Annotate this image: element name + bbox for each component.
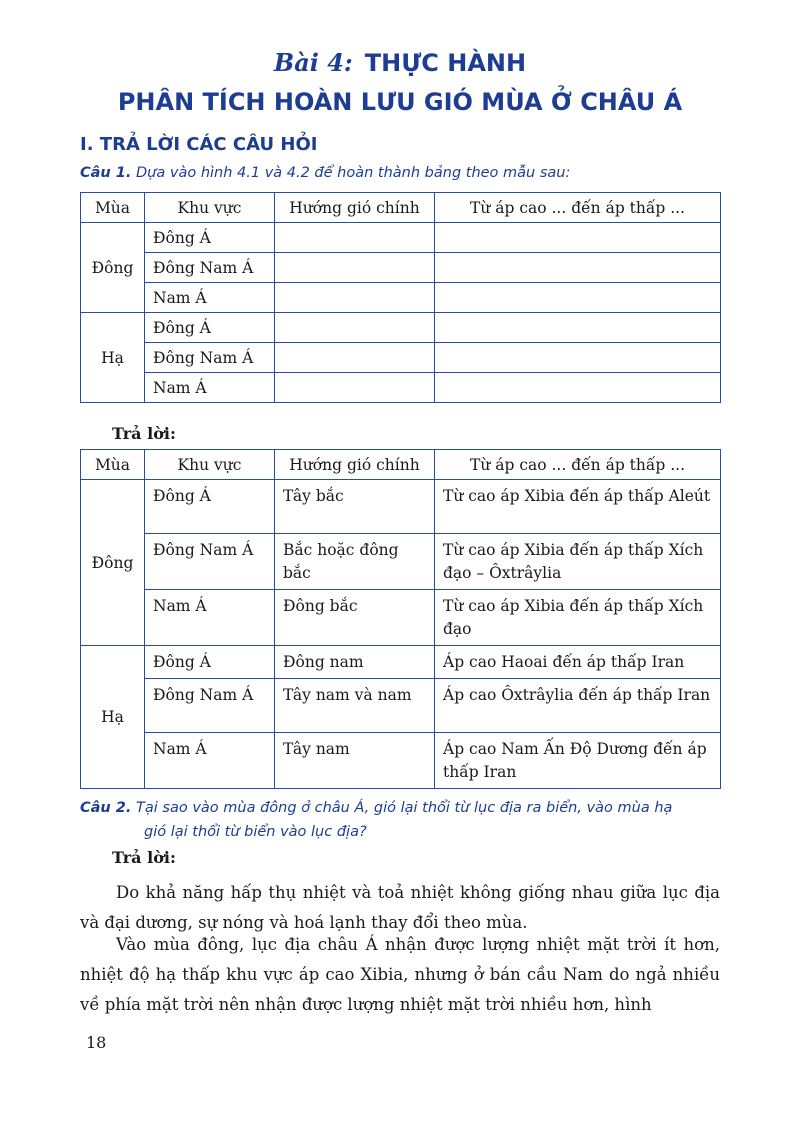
answer-table — [80, 449, 721, 789]
header-pressure: Từ áp cao ... đến áp thấp ... — [435, 450, 721, 480]
region-cell: Đông Á — [145, 480, 275, 534]
blank-cell — [275, 343, 435, 373]
blank-cell — [435, 223, 721, 253]
table-row — [81, 733, 721, 789]
paragraph-1-text: Do khả năng hấp thụ nhiệt và toả nhiệt không giống nhau giữa lục địa và đại dương, sự nóng và hoá lạnh thay đổi theo mùa. — [80, 883, 720, 932]
wind-cell: Đông nam — [275, 646, 435, 679]
table-row — [81, 590, 721, 646]
paragraph-1 — [80, 878, 720, 938]
wind-cell: Tây nam — [275, 733, 435, 789]
blank-cell — [275, 313, 435, 343]
pressure-cell: Từ cao áp Xibia đến áp thấp Xích đạo – Ôxtrâylia — [435, 534, 721, 590]
wind-cell: Đông bắc — [275, 590, 435, 646]
region-cell: Đông Nam Á — [145, 679, 275, 733]
region-cell: Đông Nam Á — [145, 534, 275, 590]
blank-cell — [435, 283, 721, 313]
header-region: Khu vực — [145, 450, 275, 480]
section-heading: I. TRẢ LỜI CÁC CÂU HỎI — [80, 134, 318, 155]
lesson-title — [0, 48, 800, 77]
table-row — [81, 343, 721, 373]
region-cell: Nam Á — [145, 373, 275, 403]
region-cell: Đông Nam Á — [145, 343, 275, 373]
table-row — [81, 253, 721, 283]
table-row — [81, 679, 721, 733]
blank-cell — [275, 283, 435, 313]
table-row — [81, 313, 721, 343]
season-cell: Đông — [81, 480, 145, 646]
table-row — [81, 534, 721, 590]
header-season: Mùa — [81, 193, 145, 223]
lesson-title-line1: THỰC HÀNH — [364, 49, 527, 77]
pressure-cell: Áp cao Haoai đến áp thấp Iran — [435, 646, 721, 679]
header-season: Mùa — [81, 450, 145, 480]
question-2 — [80, 796, 730, 844]
blank-cell — [275, 223, 435, 253]
page-number: 18 — [86, 1033, 107, 1052]
region-cell: Đông Á — [145, 223, 275, 253]
table-row — [81, 373, 721, 403]
lesson-title-line2: PHÂN TÍCH HOÀN LƯU GIÓ MÙA Ở CHÂU Á — [117, 88, 683, 116]
blank-cell — [435, 373, 721, 403]
region-cell: Nam Á — [145, 733, 275, 789]
table-row — [81, 480, 721, 534]
header-region: Khu vực — [145, 193, 275, 223]
question-2-label: Câu 2. — [80, 800, 132, 816]
lesson-number: Bài 4: — [273, 48, 353, 77]
season-cell: Hạ — [81, 646, 145, 789]
blank-cell — [435, 253, 721, 283]
question-2-text-line2: gió lại thổi từ biển vào lục địa? — [144, 824, 367, 840]
wind-cell: Bắc hoặc đông bắc — [275, 534, 435, 590]
blank-table — [80, 192, 721, 403]
table-row — [81, 283, 721, 313]
header-wind: Hướng gió chính — [275, 450, 435, 480]
wind-cell: Tây bắc — [275, 480, 435, 534]
season-cell: Hạ — [81, 313, 145, 403]
region-cell: Đông Nam Á — [145, 253, 275, 283]
pressure-cell: Từ cao áp Xibia đến áp thấp Aleút — [435, 480, 721, 534]
answer-label-1: Trả lời: — [112, 424, 176, 443]
question-1-label: Câu 1. — [80, 165, 132, 181]
wind-cell: Tây nam và nam — [275, 679, 435, 733]
answer-label-2: Trả lời: — [112, 848, 176, 867]
question-1 — [80, 165, 570, 181]
blank-cell — [275, 373, 435, 403]
table-row — [81, 646, 721, 679]
header-pressure: Từ áp cao ... đến áp thấp ... — [435, 193, 721, 223]
blank-cell — [435, 313, 721, 343]
region-cell: Đông Á — [145, 313, 275, 343]
pressure-cell: Áp cao Nam Ấn Độ Dương đến áp thấp Iran — [435, 733, 721, 789]
question-1-text: Dựa vào hình 4.1 và 4.2 để hoàn thành bảng theo mẫu sau: — [136, 165, 571, 181]
season-cell: Đông — [81, 223, 145, 313]
region-cell: Nam Á — [145, 590, 275, 646]
blank-cell — [275, 253, 435, 283]
question-2-text-line1: Tại sao vào mùa đông ở châu Á, gió lại thổi từ lục địa ra biển, vào mùa hạ — [136, 800, 673, 816]
region-cell: Đông Á — [145, 646, 275, 679]
region-cell: Nam Á — [145, 283, 275, 313]
blank-cell — [435, 343, 721, 373]
header-wind: Hướng gió chính — [275, 193, 435, 223]
paragraph-2-text: Vào mùa đông, lục địa châu Á nhận được lượng nhiệt mặt trời ít hơn, nhiệt độ hạ thấp khu vực áp cao Xibia, nhưng ở bán cầu Nam do ngả nhiều về phía mặt trời nên nhận được lượng nhiệt mặt trời nhiều hơn, hình — [80, 935, 720, 1014]
pressure-cell: Áp cao Ôxtrâylia đến áp thấp Iran — [435, 679, 721, 733]
paragraph-2 — [80, 930, 720, 1020]
pressure-cell: Từ cao áp Xibia đến áp thấp Xích đạo — [435, 590, 721, 646]
table-row — [81, 223, 721, 253]
